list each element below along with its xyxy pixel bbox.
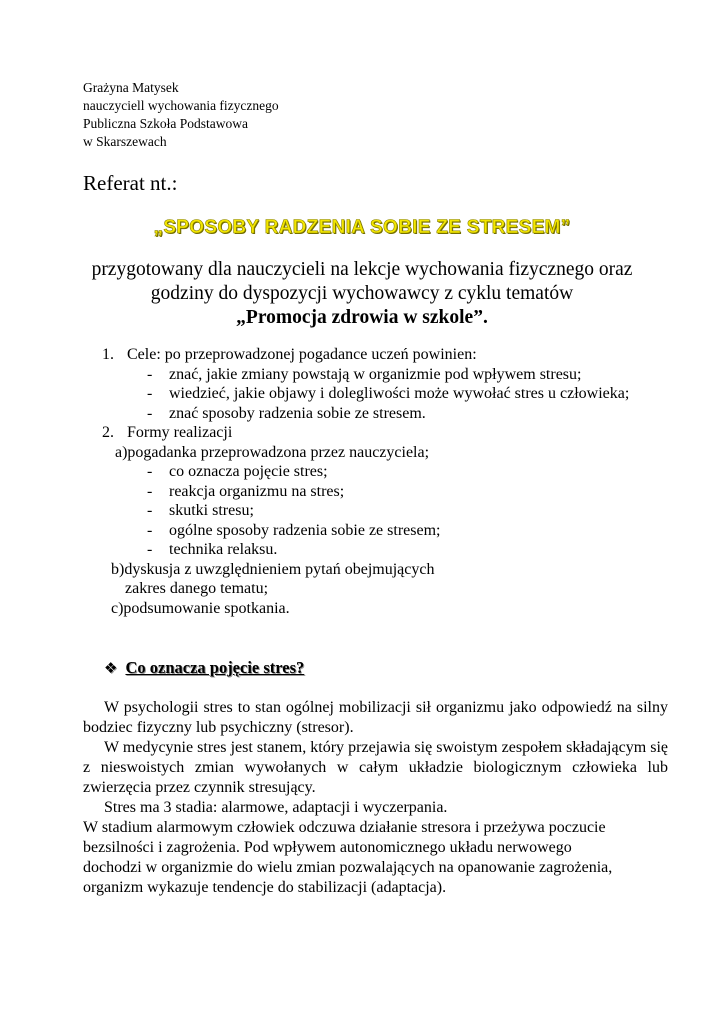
paragraph-line: W stadium alarmowym człowiek odczuwa działanie stresora i przeżywa poczucie (83, 819, 606, 836)
author-position: nauczyciell wychowania fizycznego (83, 98, 279, 113)
list-item-text: wiedzieć, jakie objawy i dolegliwości może wywołać stres u człowieka; (169, 385, 630, 402)
section-heading-text: Co oznacza pojęcie stres? (125, 658, 305, 677)
section-heading (104, 658, 304, 678)
list-item (83, 365, 683, 385)
list-item (83, 404, 683, 424)
referat-label: Referat nt.: (83, 171, 178, 195)
sub-item-c (83, 599, 683, 619)
author-school: Publiczna Szkoła Podstawowa (83, 116, 248, 131)
sub-item-b (83, 560, 683, 580)
paragraph-line: bezsilności i zagrożenia. Pod wpływem autonomicznego układu nerwowego (83, 839, 572, 856)
list-item (83, 501, 683, 521)
dash-bullet: - (147, 482, 153, 500)
subtitle-line-1: przygotowany dla nauczycieli na lekcje wychowania fizycznego oraz (91, 259, 633, 280)
paragraph: W medycynie stres jest stanem, który przejawia się swoistym zespołem składającym się z nieswoistych zmian wywołanych w całym układzie biologicznym człowieka lub zwierzęcia przez czynnik stresujący. (83, 739, 668, 796)
dash-bullet: - (147, 502, 153, 519)
body-text (83, 698, 668, 898)
list-item (83, 384, 683, 404)
dash-bullet: - (147, 521, 153, 539)
dash-bullet: - (147, 365, 153, 383)
subtitle-line-3: „Promocja zdrowia w szkole”. (236, 307, 488, 328)
list-item-forms (83, 423, 683, 443)
sub-item-text: c)podsumowanie spotkania. (111, 599, 290, 617)
list-number: 1. (102, 346, 114, 363)
dash-bullet: - (147, 541, 153, 558)
paragraph-line: organizm wykazuje tendencje do stabilizacji (adaptacja). (83, 879, 447, 896)
list-item (83, 521, 683, 541)
list-item-text: technika relaksu. (169, 541, 278, 558)
list-label: Cele: po przeprowadzonej pogadance uczeń powinien: (127, 346, 477, 363)
list-item-goals (83, 345, 683, 365)
sub-item-text: a)pogadanka przeprowadzona przez nauczyciela; (115, 443, 430, 461)
subtitle-line-2: godziny do dyspozycji wychowawcy z cyklu tematów (150, 283, 574, 304)
dash-bullet: - (147, 385, 153, 402)
list-item-text: ogólne sposoby radzenia sobie ze stresem; (169, 521, 441, 539)
list-number: 2. (102, 424, 114, 441)
list-item-text: skutki stresu; (169, 502, 254, 519)
list-item (83, 540, 683, 560)
list-item-text: reakcja organizmu na stres; (169, 482, 345, 500)
list-item-text: znać sposoby radzenia sobie ze stresem. (169, 404, 426, 422)
list-item (83, 482, 683, 502)
author-block (83, 79, 279, 151)
list-item-text: co oznacza pojęcie stres; (169, 463, 328, 480)
diamond-bullet-icon: ❖ (104, 659, 118, 677)
list-item (83, 462, 683, 482)
author-name: Grażyna Matysek (83, 80, 179, 95)
dash-bullet: - (147, 463, 153, 480)
paragraph: Stres ma 3 stadia: alarmowe, adaptacji i wyczerpania. (104, 799, 448, 816)
sub-item-a (83, 443, 683, 463)
document-title: „SPOSOBY RADZENIA SOBIE ZE STRESEM” (153, 217, 571, 238)
list-label: Formy realizacji (127, 424, 233, 441)
sub-item-text: b)dyskusja z uwzględnieniem pytań obejmujących (111, 560, 435, 578)
dash-bullet: - (147, 404, 153, 422)
subtitle-block (60, 258, 664, 330)
sub-item-b-continued (83, 579, 683, 599)
sub-item-text: zakres danego tematu; (125, 580, 269, 597)
outline-list (83, 345, 683, 618)
author-place: w Skarszewach (83, 134, 167, 149)
paragraph: W psychologii stres to stan ogólnej mobilizacji sił organizmu jako odpowiedź na silny bodziec fizyczny lub psychiczny (stresor). (83, 699, 668, 736)
paragraph-line: dochodzi w organizmie do wielu zmian pozwalających na opanowanie zagrożenia, (83, 859, 613, 876)
list-item-text: znać, jakie zmiany powstają w organizmie pod wpływem stresu; (169, 365, 582, 383)
